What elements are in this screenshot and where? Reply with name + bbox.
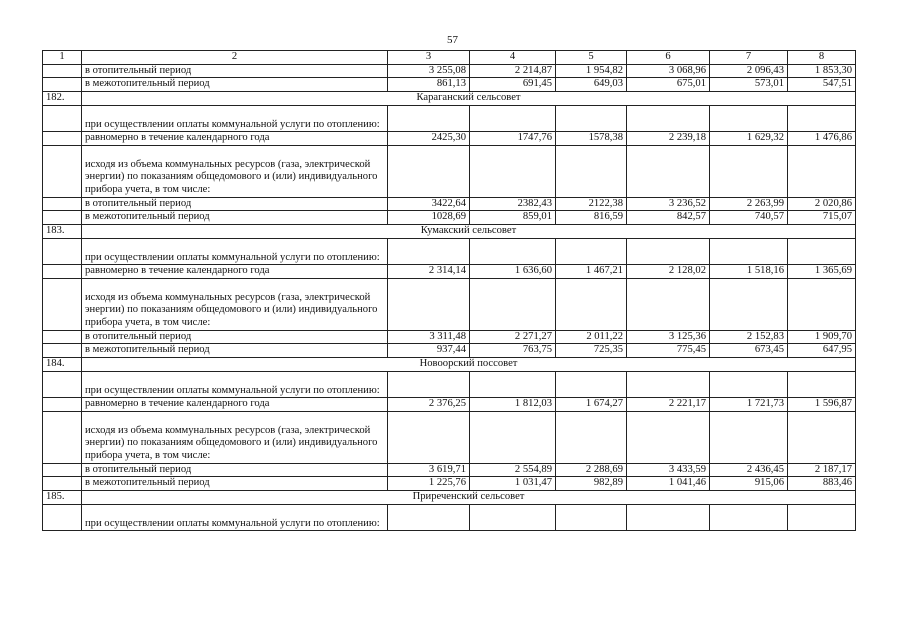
value-cell: 842,57 xyxy=(627,211,710,225)
meter-based-row xyxy=(43,145,856,197)
value-cell: 2 020,86 xyxy=(788,197,856,211)
payment-method-row xyxy=(43,504,856,530)
row-label: при осуществлении оплаты коммунальной услуги по отоплению: xyxy=(82,504,388,530)
header-row xyxy=(43,51,856,65)
empty-cell xyxy=(788,238,856,264)
empty-cell xyxy=(470,371,556,397)
empty-cell xyxy=(710,238,788,264)
row-label: равномерно в течение календарного года xyxy=(82,398,388,412)
value-cell: 3 619,71 xyxy=(388,463,470,477)
row-label: в отопительный период xyxy=(82,64,388,78)
row-label: при осуществлении оплаты коммунальной услуги по отоплению: xyxy=(82,105,388,131)
row-label: в отопительный период xyxy=(82,330,388,344)
value-cell: 740,57 xyxy=(710,211,788,225)
value-cell: 861,13 xyxy=(388,78,470,92)
header-cell: 2 xyxy=(82,51,388,65)
value-cell: 1 518,16 xyxy=(710,265,788,279)
empty-cell xyxy=(710,145,788,197)
value-cell: 763,75 xyxy=(470,344,556,358)
empty-cell xyxy=(788,371,856,397)
value-cell: 859,01 xyxy=(470,211,556,225)
row-label: исходя из объема коммунальных ресурсов (газа, электрической энергии) по показаниям общедомового и (или) индивидуального прибора учета, в том числе: xyxy=(82,411,388,463)
empty-cell xyxy=(470,504,556,530)
row-label: в межотопительный период xyxy=(82,78,388,92)
value-cell: 2 314,14 xyxy=(388,265,470,279)
value-cell: 1 476,86 xyxy=(788,132,856,146)
value-cell: 2425,30 xyxy=(388,132,470,146)
value-cell: 647,95 xyxy=(788,344,856,358)
value-cell: 1 365,69 xyxy=(788,265,856,279)
payment-method-row xyxy=(43,371,856,397)
empty-cell xyxy=(710,105,788,131)
uniform-payment-row xyxy=(43,132,856,146)
empty-cell xyxy=(388,371,470,397)
value-cell: 982,89 xyxy=(556,477,627,491)
table-body xyxy=(43,51,856,531)
empty-cell xyxy=(710,278,788,330)
row-number-cell xyxy=(43,211,82,225)
row-number-cell xyxy=(43,238,82,264)
payment-method-row xyxy=(43,238,856,264)
value-cell: 1 225,76 xyxy=(388,477,470,491)
empty-cell xyxy=(627,278,710,330)
section-header-row xyxy=(43,358,856,372)
value-cell: 1 629,32 xyxy=(710,132,788,146)
value-cell: 2 152,83 xyxy=(710,330,788,344)
value-cell: 715,07 xyxy=(788,211,856,225)
value-cell: 2 239,18 xyxy=(627,132,710,146)
value-cell: 1 909,70 xyxy=(788,330,856,344)
empty-cell xyxy=(388,238,470,264)
header-cell: 1 xyxy=(43,51,82,65)
payment-method-row xyxy=(43,105,856,131)
section-header-row xyxy=(43,491,856,505)
header-cell: 3 xyxy=(388,51,470,65)
section-name: Кумакский сельсовет xyxy=(82,225,856,239)
heating-period-row xyxy=(43,197,856,211)
value-cell: 3 433,59 xyxy=(627,463,710,477)
empty-cell xyxy=(388,145,470,197)
section-header-row xyxy=(43,92,856,106)
table-row xyxy=(43,78,856,92)
row-number-cell xyxy=(43,265,82,279)
empty-cell xyxy=(627,238,710,264)
section-number: 182. xyxy=(43,92,82,106)
empty-cell xyxy=(788,504,856,530)
row-number-cell xyxy=(43,278,82,330)
empty-cell xyxy=(470,105,556,131)
value-cell: 2 221,17 xyxy=(627,398,710,412)
value-cell: 2 436,45 xyxy=(710,463,788,477)
row-number-cell xyxy=(43,145,82,197)
value-cell: 1 721,73 xyxy=(710,398,788,412)
row-number-cell xyxy=(43,477,82,491)
empty-cell xyxy=(388,411,470,463)
empty-cell xyxy=(388,504,470,530)
value-cell: 547,51 xyxy=(788,78,856,92)
empty-cell xyxy=(627,145,710,197)
row-label: при осуществлении оплаты коммунальной услуги по отоплению: xyxy=(82,238,388,264)
table-row xyxy=(43,64,856,78)
value-cell: 1578,38 xyxy=(556,132,627,146)
header-cell: 7 xyxy=(710,51,788,65)
header-cell: 5 xyxy=(556,51,627,65)
empty-cell xyxy=(556,504,627,530)
value-cell: 937,44 xyxy=(388,344,470,358)
row-label: исходя из объема коммунальных ресурсов (газа, электрической энергии) по показаниям общедомового и (или) индивидуального прибора учета, в том числе: xyxy=(82,145,388,197)
row-number-cell xyxy=(43,197,82,211)
value-cell: 883,46 xyxy=(788,477,856,491)
non-heating-period-row xyxy=(43,477,856,491)
empty-cell xyxy=(788,105,856,131)
empty-cell xyxy=(556,145,627,197)
empty-cell xyxy=(627,411,710,463)
value-cell: 673,45 xyxy=(710,344,788,358)
empty-cell xyxy=(470,145,556,197)
value-cell: 725,35 xyxy=(556,344,627,358)
row-label: в отопительный период xyxy=(82,197,388,211)
row-number-cell xyxy=(43,78,82,92)
row-number-cell xyxy=(43,330,82,344)
empty-cell xyxy=(788,145,856,197)
header-cell: 8 xyxy=(788,51,856,65)
non-heating-period-row xyxy=(43,344,856,358)
value-cell: 1 467,21 xyxy=(556,265,627,279)
meter-based-row xyxy=(43,278,856,330)
uniform-payment-row xyxy=(43,398,856,412)
value-cell: 1 954,82 xyxy=(556,64,627,78)
value-cell: 3422,64 xyxy=(388,197,470,211)
empty-cell xyxy=(627,371,710,397)
value-cell: 3 255,08 xyxy=(388,64,470,78)
row-number-cell xyxy=(43,463,82,477)
row-label: в отопительный период xyxy=(82,463,388,477)
section-name: Караганский сельсовет xyxy=(82,92,856,106)
empty-cell xyxy=(788,411,856,463)
value-cell: 915,06 xyxy=(710,477,788,491)
empty-cell xyxy=(556,105,627,131)
section-number: 184. xyxy=(43,358,82,372)
empty-cell xyxy=(556,411,627,463)
value-cell: 1 636,60 xyxy=(470,265,556,279)
empty-cell xyxy=(710,371,788,397)
value-cell: 1 031,47 xyxy=(470,477,556,491)
empty-cell xyxy=(556,371,627,397)
empty-cell xyxy=(556,238,627,264)
empty-cell xyxy=(388,105,470,131)
value-cell: 775,45 xyxy=(627,344,710,358)
row-number-cell xyxy=(43,132,82,146)
empty-cell xyxy=(627,504,710,530)
empty-cell xyxy=(710,411,788,463)
value-cell: 2122,38 xyxy=(556,197,627,211)
value-cell: 2 187,17 xyxy=(788,463,856,477)
value-cell: 2 376,25 xyxy=(388,398,470,412)
header-cell: 4 xyxy=(470,51,556,65)
value-cell: 1 674,27 xyxy=(556,398,627,412)
empty-cell xyxy=(710,504,788,530)
value-cell: 1747,76 xyxy=(470,132,556,146)
value-cell: 1 041,46 xyxy=(627,477,710,491)
empty-cell xyxy=(788,278,856,330)
tariff-table xyxy=(42,50,856,531)
value-cell: 2382,43 xyxy=(470,197,556,211)
meter-based-row xyxy=(43,411,856,463)
empty-cell xyxy=(388,278,470,330)
empty-cell xyxy=(470,238,556,264)
value-cell: 2 128,02 xyxy=(627,265,710,279)
section-number: 185. xyxy=(43,491,82,505)
heating-period-row xyxy=(43,463,856,477)
row-number-cell xyxy=(43,371,82,397)
section-name: Приреченский сельсовет xyxy=(82,491,856,505)
section-header-row xyxy=(43,225,856,239)
section-name: Новоорский поссовет xyxy=(82,358,856,372)
value-cell: 2 214,87 xyxy=(470,64,556,78)
value-cell: 3 236,52 xyxy=(627,197,710,211)
row-number-cell xyxy=(43,411,82,463)
row-number-cell xyxy=(43,504,82,530)
row-label: в межотопительный период xyxy=(82,344,388,358)
value-cell: 1028,69 xyxy=(388,211,470,225)
empty-cell xyxy=(470,278,556,330)
value-cell: 2 263,99 xyxy=(710,197,788,211)
row-number-cell xyxy=(43,64,82,78)
uniform-payment-row xyxy=(43,265,856,279)
value-cell: 3 068,96 xyxy=(627,64,710,78)
value-cell: 2 554,89 xyxy=(470,463,556,477)
value-cell: 573,01 xyxy=(710,78,788,92)
section-number: 183. xyxy=(43,225,82,239)
empty-cell xyxy=(470,411,556,463)
value-cell: 3 125,36 xyxy=(627,330,710,344)
value-cell: 2 096,43 xyxy=(710,64,788,78)
row-label: в межотопительный период xyxy=(82,211,388,225)
empty-cell xyxy=(627,105,710,131)
value-cell: 649,03 xyxy=(556,78,627,92)
value-cell: 1 812,03 xyxy=(470,398,556,412)
value-cell: 1 853,30 xyxy=(788,64,856,78)
empty-cell xyxy=(556,278,627,330)
row-label: в межотопительный период xyxy=(82,477,388,491)
heating-period-row xyxy=(43,330,856,344)
row-label: исходя из объема коммунальных ресурсов (газа, электрической энергии) по показаниям общедомового и (или) индивидуального прибора учета, в том числе: xyxy=(82,278,388,330)
row-number-cell xyxy=(43,344,82,358)
value-cell: 2 271,27 xyxy=(470,330,556,344)
value-cell: 675,01 xyxy=(627,78,710,92)
row-number-cell xyxy=(43,398,82,412)
value-cell: 816,59 xyxy=(556,211,627,225)
row-label: при осуществлении оплаты коммунальной услуги по отоплению: xyxy=(82,371,388,397)
row-number-cell xyxy=(43,105,82,131)
value-cell: 1 596,87 xyxy=(788,398,856,412)
value-cell: 3 311,48 xyxy=(388,330,470,344)
value-cell: 2 288,69 xyxy=(556,463,627,477)
page-number: 57 xyxy=(447,34,458,46)
header-cell: 6 xyxy=(627,51,710,65)
value-cell: 691,45 xyxy=(470,78,556,92)
row-label: равномерно в течение календарного года xyxy=(82,265,388,279)
non-heating-period-row xyxy=(43,211,856,225)
row-label: равномерно в течение календарного года xyxy=(82,132,388,146)
value-cell: 2 011,22 xyxy=(556,330,627,344)
